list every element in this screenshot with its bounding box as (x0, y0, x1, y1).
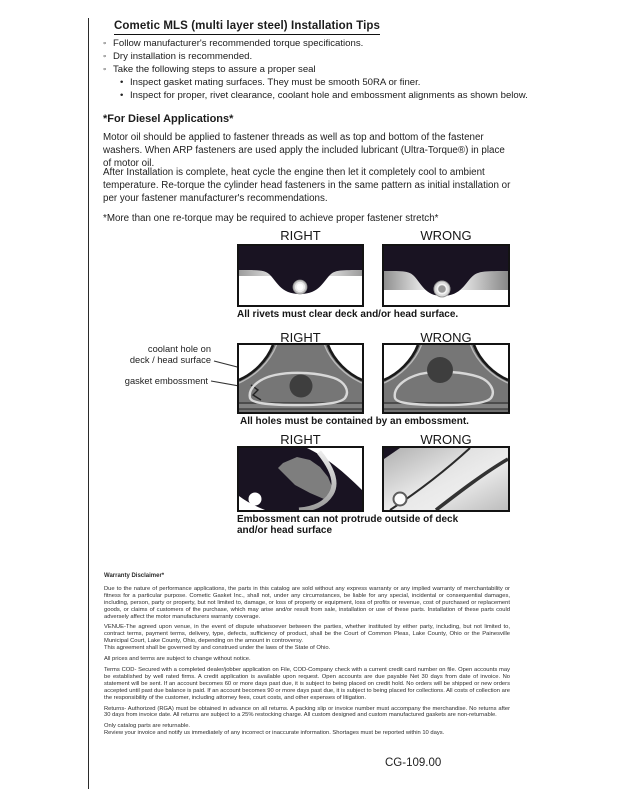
warranty-heading: Warranty Disclaimer* (104, 573, 165, 579)
tip-text: Dry installation is recommended. (113, 51, 253, 62)
warranty-paragraph: All prices and terms are subject to change without notice. (104, 656, 251, 663)
row3-caption-line2: and/or head surface (237, 525, 333, 536)
open-bullet-icon: ◦ (103, 51, 107, 62)
embossment-right-panel (237, 446, 364, 512)
coolant-hole-label: coolant hole on (147, 344, 211, 354)
gasket-embossment-label: gasket embossment (124, 376, 208, 386)
tip-bullet (103, 38, 523, 51)
filled-bullet-icon: • (120, 90, 124, 101)
embossment-wrong-panel (382, 446, 510, 512)
warranty-disclaimer-block (104, 573, 510, 737)
tip-sub-bullet (120, 90, 540, 103)
rivet-wrong-panel (382, 244, 510, 307)
tip-text: Take the following steps to assure a proper seal (113, 64, 316, 75)
tip-text: Follow manufacturer's recommended torque specifications. (113, 38, 364, 49)
row2-right-label: RIGHT (280, 330, 321, 345)
diesel-paragraph: Motor oil should be applied to fastener threads as well as top and bottom of the fastener washers. When ARP fasteners are used apply the included lubricant (Ultra-Torque®) in place of motor oil. (103, 132, 505, 170)
warranty-paragraph: This agreement shall be governed by and construed under the laws of the State of Ohio. (104, 645, 331, 652)
rivet-right-panel (237, 244, 364, 307)
row3-right-label: RIGHT (280, 432, 321, 447)
diesel-section-heading: *For Diesel Applications* (103, 113, 234, 125)
page-code: CG-109.00 (385, 757, 442, 769)
open-bullet-icon: ◦ (103, 38, 107, 49)
row3-wrong-label: WRONG (420, 432, 472, 447)
left-margin-rule (88, 18, 89, 789)
warranty-paragraph: Returns- Authorized (RGA) must be obtained in advance on all returns. A packing slip or invoice number must accompany the merchandise. No returns after 30 days from invoice date. All returns are subject to a 25% restocking charge. All custom designed and custom manufactured gaskets are non-returnable. (104, 705, 510, 719)
warranty-paragraph: Only catalog parts are returnable. (104, 723, 191, 730)
retorque-note: *More than one re-torque may be required to achieve proper fastener stretch* (103, 213, 439, 224)
page-title: Cometic MLS (multi layer steel) Installation Tips (114, 20, 380, 35)
row3-caption-line1: Embossment can not protrude outside of deck (237, 514, 459, 525)
coolant-wrong-panel (382, 343, 510, 414)
diesel-paragraph: After Installation is complete, heat cycle the engine then let it completely cool to ambient temperature. Re-torque the cylinder head fasteners in the same pattern as initial installation or per your fastener manufacturer's recommendations. (103, 167, 511, 205)
tip-text: Inspect for proper, rivet clearance, coolant hole and embossment alignments as shown below. (130, 90, 528, 101)
tip-bullet (103, 51, 523, 64)
row2-caption: All holes must be contained by an embossment. (240, 416, 469, 427)
row2-wrong-label: WRONG (420, 330, 472, 345)
warranty-paragraph: Due to the nature of performance applications, the parts in this catalog are sold without any express warranty or any implied warranty of merchantability or fitness for a particular purpose. Cometic Gasket Inc., shall not, under any circumstances, be liable for any special, incidental or consequential damages, including, person, party or property, but not limited to, damage, or loss of property or equipment, loss of profits or revenue, cost of purchased or replacement goods, or claims of customers of the purchase, which may arise and/or result from sale, installation or use of these parts. Installation of these parts could adversely affect the motor manufacturers warranty coverage. (104, 585, 510, 620)
warranty-paragraph: Review your invoice and notify us immediately of any incorrect or inaccurate information. Shortages must be reported within 10 days. (104, 730, 445, 737)
tip-sub-bullet (120, 77, 540, 90)
coolant-hole-label-line2: deck / head surface (129, 355, 211, 365)
tip-bullet (103, 64, 523, 77)
warranty-paragraph: Terms COD- Secured with a completed dealer/jobber application on File, COD-Company check with a current credit card number on file. Open accounts may be established by well rated firms. A credit application is available upon request. Open accounts are due payable Net 30 days from date of invoice. No statement will be sent. If an account becomes 60 or more days past due, it is subject to being placed on credit hold. No orders will be shipped or new orders accepted until past due balance is paid. If an account becomes 90 or more days past due, it is subject to being placed for collections. All costs of collection are the responsibility of the customer, including attorney fees, court costs, and other expenses of litigation. (104, 666, 510, 701)
row1-caption: All rivets must clear deck and/or head surface. (237, 309, 459, 320)
warranty-paragraph: VENUE-The agreed upon venue, in the event of dispute whatsoever between the parties, whether instituted by either party, including, but not limited to, contract terms, payment terms, delivery, type, defects, sufficiency of product, shall be the Court of Common Pleas, Lake County, Ohio or the Painesville Municipal Court, Lake County, Ohio, depending on the amount in controversy. (104, 624, 510, 645)
open-bullet-icon: ◦ (103, 64, 107, 75)
filled-bullet-icon: • (120, 77, 124, 88)
row1-wrong-label: WRONG (420, 228, 472, 243)
row1-right-label: RIGHT (280, 228, 321, 243)
coolant-right-panel (237, 343, 364, 414)
tip-text: Inspect gasket mating surfaces. They must be smooth 50RA or finer. (130, 77, 421, 88)
